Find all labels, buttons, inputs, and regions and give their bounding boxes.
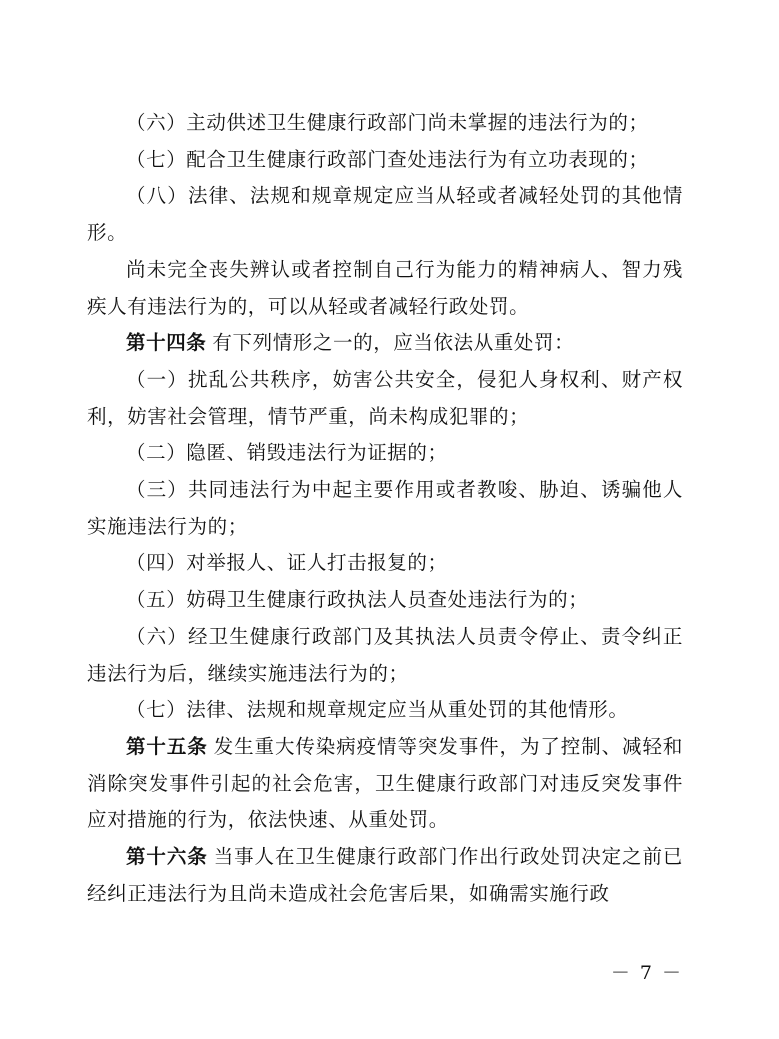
paragraph-text: （五）妨碍卫生健康行政执法人员查处违法行为的； (126, 588, 589, 612)
paragraph-text: 尚未完全丧失辨认或者控制自己行为能力的精神病人、智力残疾人有违法行为的，可以从轻或者减轻行政处罚。 (87, 257, 683, 318)
paragraph-text: （三）共同违法行为中起主要作用或者教唆、胁迫、诱骗他人实施违法行为的； (87, 478, 683, 538)
paragraph-5 (87, 325, 683, 362)
paragraph-8 (87, 472, 683, 545)
paragraph-text: （七）法律、法规和规章规定应当从重处罚的其他情形。 (126, 698, 629, 722)
paragraph-text: 发生重大传染病疫情等突发事件，为了控制、减轻和消除突发事件引起的社会危害，卫生健康行政部门对违反突发事件应对措施的行为，依法快速、从重处罚。 (87, 734, 683, 832)
paragraph-text: （二）隐匿、销毁违法行为证据的； (126, 441, 448, 465)
page-number: － 7 － (610, 962, 683, 984)
article-heading: 第十六条 (126, 845, 208, 869)
paragraph-3 (87, 178, 683, 251)
article-heading: 第十四条 (126, 331, 207, 355)
paragraph-4 (87, 252, 683, 325)
paragraph-13 (87, 729, 683, 839)
paragraph-text: （四）对举报人、证人打击报复的； (126, 551, 448, 575)
paragraph-text: （六）经卫生健康行政部门及其执法人员责令停止、责令纠正违法行为后，继续实施违法行为的； (87, 624, 683, 685)
paragraph-text: （一）扰乱公共秩序，妨害公共安全，侵犯人身权利、财产权利，妨害社会管理，情节严重，尚未构成犯罪的； (87, 367, 683, 428)
paragraph-1 (87, 105, 683, 142)
paragraph-text: 当事人在卫生健康行政部门作出行政处罚决定之前已经纠正违法行为且尚未造成社会危害后果，如确需实施行政 (87, 845, 683, 905)
document-body (87, 105, 683, 912)
paragraph-11 (87, 619, 683, 692)
paragraph-text: （六）主动供述卫生健康行政部门尚未掌握的违法行为的； (126, 111, 649, 134)
paragraph-14 (87, 839, 683, 912)
paragraph-text: （八）法律、法规和规章规定应当从轻或者减轻处罚的其他情形。 (87, 184, 683, 245)
paragraph-text: 有下列情形之一的，应当依法从重处罚： (212, 331, 575, 355)
paragraph-9 (87, 545, 683, 582)
paragraph-7 (87, 435, 683, 472)
paragraph-10 (87, 582, 683, 619)
paragraph-12 (87, 692, 683, 729)
article-heading: 第十五条 (126, 734, 208, 758)
paragraph-6 (87, 362, 683, 435)
paragraph-2 (87, 142, 683, 179)
paragraph-text: （七）配合卫生健康行政部门查处违法行为有立功表现的； (126, 147, 649, 171)
